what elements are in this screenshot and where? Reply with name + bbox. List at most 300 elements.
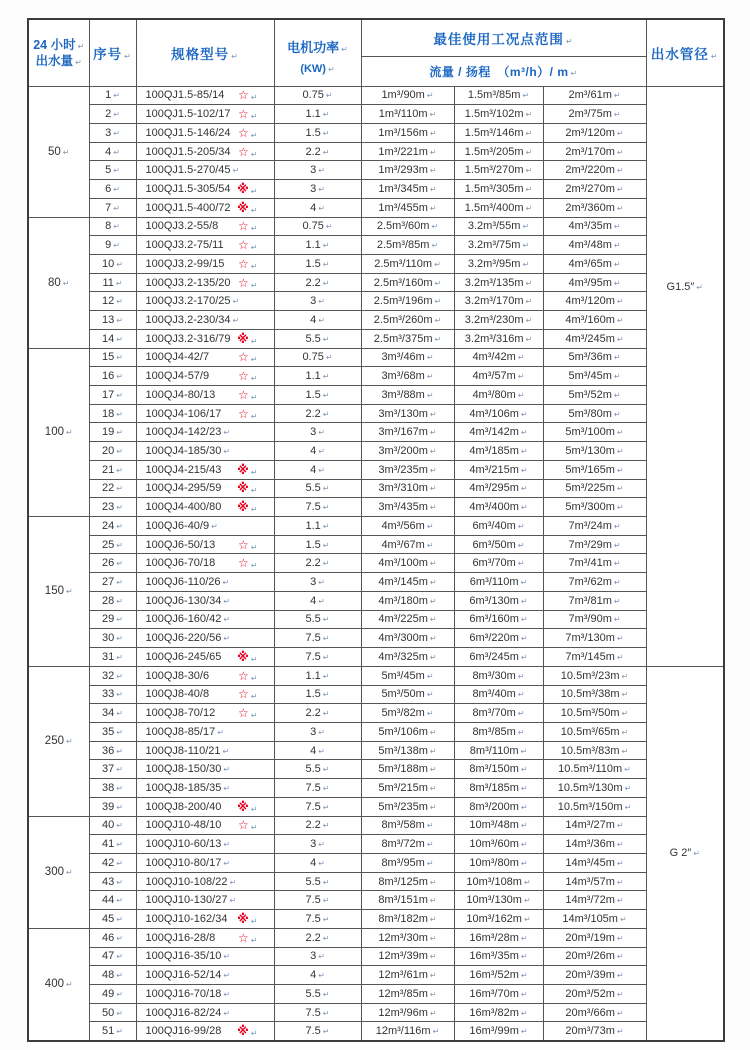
return-mark-icon: ↵ [525,203,533,213]
return-mark-icon: ↵ [116,840,123,850]
return-mark-icon: ↵ [65,868,73,878]
motor-power-cell: 7.5 ↵ [274,779,361,798]
return-mark-icon: ↵ [116,334,123,344]
return-mark-icon: ↵ [250,542,258,552]
return-mark-icon: ↵ [322,1027,330,1037]
serial-cell: 11 ↵ [89,273,136,292]
return-mark-icon: ↵ [322,821,330,831]
model-cell: 100QJ6-220/56 ↵ [136,629,274,648]
flow-head-cell-2: 1.5m³/270m ↵ [454,161,543,180]
return-mark-icon: ↵ [429,203,437,213]
return-mark-icon: ↵ [616,989,624,999]
return-mark-icon: ↵ [318,840,325,850]
motor-power-cell: 4 ↵ [274,853,361,872]
flow-head-cell-1: 8m³/151m ↵ [361,891,454,910]
return-mark-icon: ↵ [322,278,330,288]
table-row [28,273,724,292]
return-mark-icon: ↵ [517,521,525,531]
return-mark-icon: ↵ [520,858,528,868]
flow-head-cell-2: 16m³/28m ↵ [454,928,543,947]
table-body [28,86,724,1041]
flow-head-cell-2: 4m³/142m ↵ [454,423,543,442]
star-mark-icon: ☆ ↵ [238,706,258,721]
return-mark-icon: ↵ [250,711,258,721]
flow-head-cell-2: 6m³/160m ↵ [454,610,543,629]
model-cell: 100QJ10-130/27 ↵ [136,891,274,910]
flow-head-cell-2: 1.5m³/85m ↵ [454,86,543,105]
return-mark-icon: ↵ [616,184,624,194]
return-mark-icon: ↵ [520,821,528,831]
return-mark-icon: ↵ [429,989,437,999]
return-mark-icon: ↵ [616,933,624,943]
header-flow-head-units-label: 流量 / 扬程 （m³/h）/ m [429,64,569,79]
flow-head-cell-3: 2m³/270m ↵ [543,180,646,199]
return-mark-icon: ↵ [322,615,330,625]
return-mark-icon: ↵ [616,634,624,644]
serial-cell: 43 ↵ [89,872,136,891]
flow-head-cell-3: 2m³/120m ↵ [543,123,646,142]
return-mark-icon: ↵ [426,690,434,700]
return-mark-icon: ↵ [318,858,325,868]
flow-head-cell-1: 5m³/45m ↵ [361,666,454,685]
table-row [28,573,724,592]
table-row [28,591,724,610]
star-mark-icon: ☆ ↵ [238,406,258,421]
serial-cell: 39 ↵ [89,797,136,816]
serial-cell: 17 ↵ [89,386,136,405]
reference-mark-icon: ※ ↵ [237,181,258,196]
return-mark-icon: ↵ [429,559,437,569]
return-mark-icon: ↵ [65,428,73,438]
model-cell: 100QJ6-110/26 ↵ [136,573,274,592]
return-mark-icon: ↵ [250,392,258,402]
return-mark-icon: ↵ [116,428,123,438]
return-mark-icon: ↵ [250,130,258,140]
return-mark-icon: ↵ [318,166,325,176]
header-daily-output-line1: 24 小时 [33,37,76,52]
flow-head-cell-3: 5m³/225m ↵ [543,479,646,498]
flow-head-cell-3: 2m³/220m ↵ [543,161,646,180]
motor-power-cell: 5.5 ↵ [274,479,361,498]
table-header [28,19,724,86]
return-mark-icon: ↵ [613,372,621,382]
flow-head-cell-3: 7m³/62m ↵ [543,573,646,592]
table-row [28,517,724,536]
motor-power-cell: 3 ↵ [274,292,361,311]
table-row [28,254,724,273]
flow-head-cell-2: 1.5m³/146m ↵ [454,123,543,142]
flow-head-cell-2: 8m³/200m ↵ [454,797,543,816]
return-mark-icon: ↵ [525,110,533,120]
outlet-diameter-cell [646,666,724,1040]
return-mark-icon: ↵ [525,184,533,194]
motor-power-cell: 1.1 ↵ [274,367,361,386]
return-mark-icon: ↵ [710,51,719,61]
return-mark-icon: ↵ [525,166,533,176]
table-row [28,966,724,985]
motor-power-cell: 5.5 ↵ [274,329,361,348]
table-row [28,722,724,741]
return-mark-icon: ↵ [613,521,621,531]
return-mark-icon: ↵ [232,166,240,176]
return-mark-icon: ↵ [322,334,330,344]
return-mark-icon: ↵ [616,1027,624,1037]
return-mark-icon: ↵ [426,821,434,831]
return-mark-icon: ↵ [619,914,627,924]
return-mark-icon: ↵ [429,933,437,943]
flow-head-cell-3: 20m³/26m ↵ [543,947,646,966]
return-mark-icon: ↵ [520,783,528,793]
daily-output-group-cell: 250 ↵ [28,666,89,816]
serial-cell: 29 ↵ [89,610,136,629]
table-row [28,648,724,667]
return-mark-icon: ↵ [525,128,533,138]
flow-head-cell-2: 8m³/40m ↵ [454,685,543,704]
flow-head-cell-3: 5m³/300m ↵ [543,498,646,517]
flow-head-cell-3: 10.5m³/38m ↵ [543,685,646,704]
flow-head-cell-2: 16m³/70m ↵ [454,985,543,1004]
return-mark-icon: ↵ [616,858,624,868]
return-mark-icon: ↵ [429,184,437,194]
serial-cell: 45 ↵ [89,910,136,929]
motor-power-cell: 3 ↵ [274,423,361,442]
return-mark-icon: ↵ [525,315,533,325]
flow-head-cell-2: 16m³/99m ↵ [454,1022,543,1041]
flow-head-cell-2: 3.2m³/316m ↵ [454,329,543,348]
model-cell: 100QJ4-57/9 ☆ ↵ [136,367,274,386]
return-mark-icon: ↵ [517,690,525,700]
flow-head-cell-2: 3.2m³/55m ↵ [454,217,543,236]
motor-power-cell: 1.1 ↵ [274,517,361,536]
star-mark-icon: ☆ ↵ [238,687,258,702]
table-row [28,292,724,311]
flow-head-cell-2: 4m³/185m ↵ [454,442,543,461]
serial-cell: 7 ↵ [89,198,136,217]
table-row [28,610,724,629]
flow-head-cell-2: 1.5m³/102m ↵ [454,105,543,124]
return-mark-icon: ↵ [431,222,439,232]
return-mark-icon: ↵ [434,278,442,288]
return-mark-icon: ↵ [116,615,123,625]
return-mark-icon: ↵ [65,980,73,990]
serial-cell: 31 ↵ [89,648,136,667]
return-mark-icon: ↵ [116,858,123,868]
return-mark-icon: ↵ [77,41,85,51]
return-mark-icon: ↵ [322,409,330,419]
return-mark-icon: ↵ [624,802,632,812]
daily-output-group-cell: 50 ↵ [28,86,89,217]
return-mark-icon: ↵ [116,690,123,700]
header-outlet-diameter-label: 出水管径 [650,46,709,62]
flow-head-cell-2: 10m³/130m ↵ [454,891,543,910]
flow-head-cell-2: 3.2m³/170m ↵ [454,292,543,311]
return-mark-icon: ↵ [429,783,437,793]
return-mark-icon: ↵ [517,390,525,400]
serial-cell: 22 ↵ [89,479,136,498]
return-mark-icon: ↵ [116,540,123,550]
table-row [28,217,724,236]
return-mark-icon: ↵ [65,587,73,597]
return-mark-icon: ↵ [116,484,123,494]
flow-head-cell-2: 6m³/130m ↵ [454,591,543,610]
flow-head-cell-3: 5m³/52m ↵ [543,386,646,405]
table-row [28,442,724,461]
return-mark-icon: ↵ [520,578,528,588]
flow-head-cell-3: 5m³/45m ↵ [543,367,646,386]
flow-head-cell-3: 7m³/90m ↵ [543,610,646,629]
return-mark-icon: ↵ [250,243,258,253]
flow-head-cell-1: 3m³/130m ↵ [361,404,454,423]
return-mark-icon: ↵ [613,596,621,606]
daily-output-group-cell: 80 ↵ [28,217,89,348]
return-mark-icon: ↵ [223,765,231,775]
flow-head-cell-2: 6m³/220m ↵ [454,629,543,648]
return-mark-icon: ↵ [318,952,325,962]
return-mark-icon: ↵ [250,1029,258,1039]
return-mark-icon: ↵ [517,559,525,569]
model-cell: 100QJ3.2-75/11 ☆ ↵ [136,236,274,255]
flow-head-cell-1: 1m³/156m ↵ [361,123,454,142]
return-mark-icon: ↵ [613,278,621,288]
flow-head-cell-3: 10.5m³/150m ↵ [543,797,646,816]
reference-mark-icon: ※ ↵ [237,462,258,477]
serial-cell: 35 ↵ [89,722,136,741]
return-mark-icon: ↵ [616,465,624,475]
return-mark-icon: ↵ [113,184,120,194]
model-cell: 100QJ16-35/10 ↵ [136,947,274,966]
flow-head-cell-2: 3.2m³/95m ↵ [454,254,543,273]
return-mark-icon: ↵ [523,914,531,924]
return-mark-icon: ↵ [520,989,528,999]
motor-power-cell: 4 ↵ [274,966,361,985]
flow-head-cell-3: 14m³/36m ↵ [543,835,646,854]
return-mark-icon: ↵ [116,652,123,662]
flow-head-cell-2: 4m³/57m ↵ [454,367,543,386]
return-mark-icon: ↵ [318,578,325,588]
star-mark-icon: ☆ ↵ [238,818,258,833]
serial-cell: 14 ↵ [89,329,136,348]
return-mark-icon: ↵ [113,166,120,176]
motor-power-cell: 2.2 ↵ [274,816,361,835]
return-mark-icon: ↵ [116,896,123,906]
table-row [28,629,724,648]
return-mark-icon: ↵ [322,521,330,531]
model-cell: 100QJ1.5-85/14 ☆ ↵ [136,86,274,105]
return-mark-icon: ↵ [616,652,624,662]
motor-power-cell: 4 ↵ [274,442,361,461]
return-mark-icon: ↵ [322,559,330,569]
model-cell: 100QJ1.5-270/45 ↵ [136,161,274,180]
flow-head-cell-1: 8m³/58m ↵ [361,816,454,835]
return-mark-icon: ↵ [429,166,437,176]
serial-cell: 27 ↵ [89,573,136,592]
flow-head-cell-2: 4m³/215m ↵ [454,460,543,479]
return-mark-icon: ↵ [429,110,437,120]
flow-head-cell-2: 4m³/400m ↵ [454,498,543,517]
star-mark-icon: ☆ ↵ [238,238,258,253]
table-row [28,779,724,798]
return-mark-icon: ↵ [318,428,325,438]
model-cell: 100QJ3.2-135/20 ☆ ↵ [136,273,274,292]
return-mark-icon: ↵ [616,128,624,138]
return-mark-icon: ↵ [426,709,434,719]
return-mark-icon: ↵ [116,315,123,325]
return-mark-icon: ↵ [426,540,434,550]
return-mark-icon: ↵ [322,110,330,120]
flow-head-cell-3: 5m³/100m ↵ [543,423,646,442]
return-mark-icon: ↵ [520,409,528,419]
model-cell: 100QJ6-40/9 ↵ [136,517,274,536]
return-mark-icon: ↵ [613,409,621,419]
return-mark-icon: ↵ [434,334,442,344]
flow-head-cell-3: 4m³/65m ↵ [543,254,646,273]
outlet-diameter-label: G1.5″ ↵ [666,280,703,293]
return-mark-icon: ↵ [116,989,123,999]
return-mark-icon: ↵ [322,783,330,793]
flow-head-cell-1: 3m³/68m ↵ [361,367,454,386]
star-mark-icon: ☆ ↵ [238,107,258,122]
return-mark-icon: ↵ [426,671,434,681]
table-row [28,105,724,124]
flow-head-cell-1: 5m³/215m ↵ [361,779,454,798]
return-mark-icon: ↵ [429,409,437,419]
return-mark-icon: ↵ [693,849,700,859]
flow-head-cell-1: 4m³/145m ↵ [361,573,454,592]
flow-head-cell-2: 3.2m³/230m ↵ [454,311,543,330]
pump-spec-table [27,18,725,1042]
return-mark-icon: ↵ [322,652,330,662]
serial-cell: 3 ↵ [89,123,136,142]
serial-cell: 48 ↵ [89,966,136,985]
return-mark-icon: ↵ [322,671,330,681]
return-mark-icon: ↵ [113,241,120,251]
flow-head-cell-1: 8m³/95m ↵ [361,853,454,872]
table-row [28,741,724,760]
flow-head-cell-2: 4m³/42m ↵ [454,348,543,367]
flow-head-cell-2: 8m³/70m ↵ [454,704,543,723]
return-mark-icon: ↵ [116,465,123,475]
return-mark-icon: ↵ [116,783,123,793]
flow-head-cell-2: 8m³/150m ↵ [454,760,543,779]
flow-head-cell-3: 14m³/72m ↵ [543,891,646,910]
serial-cell: 34 ↵ [89,704,136,723]
model-cell: 100QJ16-28/8 ☆ ↵ [136,928,274,947]
return-mark-icon: ↵ [250,112,258,122]
return-mark-icon: ↵ [322,128,330,138]
model-cell: 100QJ4-185/30 ↵ [136,442,274,461]
return-mark-icon: ↵ [520,484,528,494]
return-mark-icon: ↵ [116,596,123,606]
flow-head-cell-3: 20m³/66m ↵ [543,1003,646,1022]
flow-head-cell-3: 20m³/19m ↵ [543,928,646,947]
return-mark-icon: ↵ [517,727,525,737]
return-mark-icon: ↵ [520,615,528,625]
return-mark-icon: ↵ [520,840,528,850]
model-cell: 100QJ1.5-102/17 ☆ ↵ [136,105,274,124]
star-mark-icon: ☆ ↵ [238,668,258,683]
table-row [28,161,724,180]
return-mark-icon: ↵ [616,896,624,906]
return-mark-icon: ↵ [429,147,437,157]
return-mark-icon: ↵ [520,465,528,475]
motor-power-cell: 3 ↵ [274,573,361,592]
return-mark-icon: ↵ [525,334,533,344]
flow-head-cell-3: 5m³/130m ↵ [543,442,646,461]
flow-head-cell-2: 1.5m³/400m ↵ [454,198,543,217]
return-mark-icon: ↵ [429,503,437,513]
motor-power-cell: 3 ↵ [274,947,361,966]
flow-head-cell-1: 2.5m³/160m ↵ [361,273,454,292]
flow-head-cell-2: 10m³/108m ↵ [454,872,543,891]
serial-cell: 13 ↵ [89,311,136,330]
model-cell: 100QJ8-70/12 ☆ ↵ [136,704,274,723]
return-mark-icon: ↵ [116,1027,123,1037]
serial-cell: 37 ↵ [89,760,136,779]
flow-head-cell-3: 7m³/130m ↵ [543,629,646,648]
model-cell: 100QJ10-162/34 ※ ↵ [136,910,274,929]
return-mark-icon: ↵ [616,297,624,307]
motor-power-cell: 5.5 ↵ [274,610,361,629]
header-daily-output [28,19,89,86]
return-mark-icon: ↵ [113,203,120,213]
flow-head-cell-1: 2.5m³/60m ↵ [361,217,454,236]
return-mark-icon: ↵ [250,561,258,571]
return-mark-icon: ↵ [613,559,621,569]
return-mark-icon: ↵ [621,671,629,681]
return-mark-icon: ↵ [318,746,325,756]
return-mark-icon: ↵ [318,184,325,194]
table-row [28,554,724,573]
flow-head-cell-2: 16m³/52m ↵ [454,966,543,985]
return-mark-icon: ↵ [62,278,70,288]
return-mark-icon: ↵ [250,692,258,702]
flow-head-cell-1: 8m³/182m ↵ [361,910,454,929]
return-mark-icon: ↵ [250,261,258,271]
table-row [28,236,724,255]
serial-cell: 4 ↵ [89,142,136,161]
return-mark-icon: ↵ [223,447,231,457]
return-mark-icon: ↵ [517,709,525,719]
return-mark-icon: ↵ [325,222,333,232]
flow-head-cell-1: 5m³/106m ↵ [361,722,454,741]
header-serial-label: 序号 [93,46,123,62]
return-mark-icon: ↵ [429,447,437,457]
table-row [28,142,724,161]
return-mark-icon: ↵ [113,91,120,101]
model-cell: 100QJ8-30/6 ☆ ↵ [136,666,274,685]
flow-head-cell-1: 3m³/200m ↵ [361,442,454,461]
return-mark-icon: ↵ [250,205,258,215]
table-row [28,891,724,910]
return-mark-icon: ↵ [322,241,330,251]
table-row [28,947,724,966]
return-mark-icon: ↵ [229,877,237,887]
return-mark-icon: ↵ [325,353,333,363]
serial-cell: 8 ↵ [89,217,136,236]
star-mark-icon: ☆ ↵ [238,387,258,402]
return-mark-icon: ↵ [523,877,531,887]
return-mark-icon: ↵ [250,411,258,421]
return-mark-icon: ↵ [429,896,437,906]
return-mark-icon: ↵ [116,727,123,737]
daily-output-group-cell: 400 ↵ [28,928,89,1040]
return-mark-icon: ↵ [429,615,437,625]
return-mark-icon: ↵ [217,727,224,737]
flow-head-cell-3: 4m³/160m ↵ [543,311,646,330]
flow-head-cell-3: 2m³/75m ↵ [543,105,646,124]
table-row [28,479,724,498]
serial-cell: 20 ↵ [89,442,136,461]
